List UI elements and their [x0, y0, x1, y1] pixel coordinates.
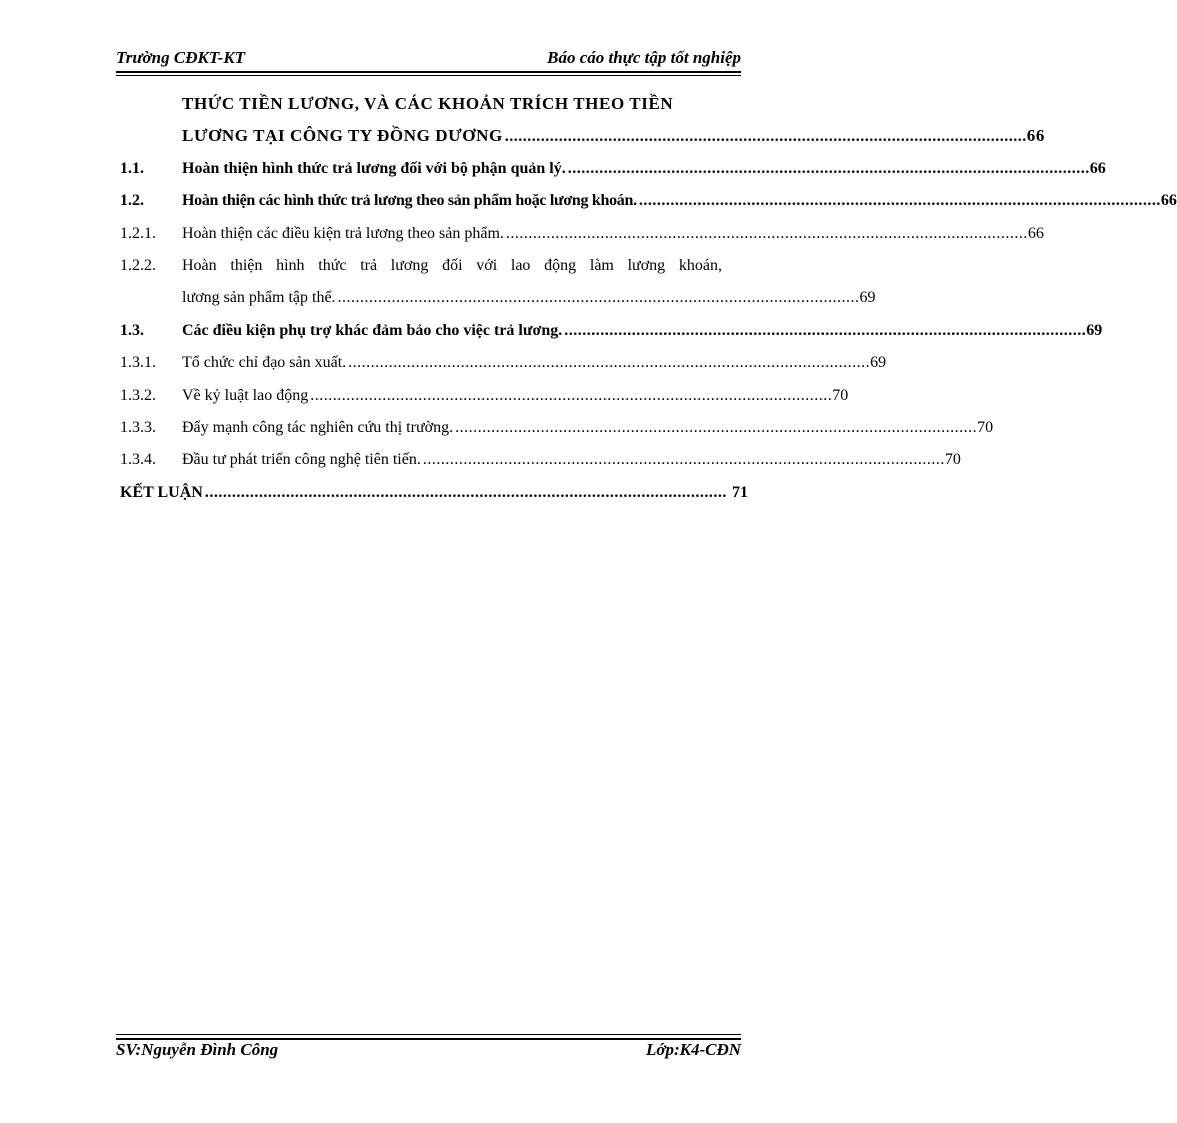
toc-entry-number: 1.3. — [120, 321, 144, 339]
toc-entry-number: 1.2.2. — [120, 256, 156, 274]
header-rule-thin — [116, 75, 741, 76]
footer-student: SV:Nguyễn Đình Công — [116, 1040, 279, 1059]
toc-entry-number: 1.3.1. — [120, 354, 156, 372]
toc-entry-number: 1.3.4. — [120, 451, 156, 469]
toc-entry — [120, 444, 961, 476]
dot-leader: .................................................................................................................... — [638, 192, 1161, 210]
toc-page-number: 66 — [1160, 192, 1177, 210]
toc-entry-text: Về kỷ luật lao động — [182, 386, 309, 404]
dot-leader: .................................................................................................................... — [337, 289, 860, 307]
dot-leader: .................................................................................................................... — [505, 224, 1028, 242]
toc-entry-text: Tổ chức chỉ đạo sản xuất. — [182, 354, 347, 372]
dot-leader: .................................................................................................................... — [564, 321, 1087, 339]
header-report-title: Báo cáo thực tập tốt nghiệp — [547, 48, 741, 67]
toc-entry — [120, 250, 748, 282]
dot-leader: .................................................................................................................... — [310, 386, 833, 404]
page-footer — [116, 1040, 741, 1064]
toc-entry — [120, 315, 1103, 347]
toc-entry — [120, 347, 887, 379]
dot-leader: .................................................................................................................... — [204, 483, 727, 501]
toc-page-number: 70 — [944, 451, 961, 469]
toc-entry — [120, 218, 1044, 250]
toc-title-text-2: LƯƠNG TẠI CÔNG TY ĐỒNG DƯƠNG — [182, 126, 503, 146]
header-rule — [116, 71, 741, 73]
toc-entry-text: Các điều kiện phụ trợ khác đảm bảo cho việc trả lương. — [182, 321, 563, 339]
dot-leader: .................................................................................................................... — [504, 128, 1027, 146]
dot-leader: .................................................................................................................... — [422, 451, 945, 469]
toc-title-line-2 — [120, 120, 1045, 152]
toc-entry-text: Hoàn thiện các hình thức trả lương theo sản phẩm hoặc lương khoán. — [182, 192, 637, 210]
toc-page-number: 69 — [1086, 321, 1103, 339]
toc-page-number: 71 — [732, 483, 748, 501]
toc-page-number: 70 — [832, 386, 849, 404]
dot-leader: .................................................................................................................... — [455, 418, 978, 436]
toc-entry-number: 1.2. — [120, 192, 144, 210]
toc-entry-continuation — [120, 282, 876, 314]
toc-page-number: 66 — [1089, 159, 1106, 177]
toc-entry-conclusion — [120, 477, 748, 509]
toc-entry-number: 1.1. — [120, 159, 144, 177]
toc-entry-text-continued: lương sản phẩm tập thể. — [182, 289, 336, 307]
toc-entry — [120, 380, 849, 412]
toc-entry-number: 1.2.1. — [120, 224, 156, 242]
toc-entry-text: KẾT LUẬN — [120, 483, 203, 501]
footer-rule-thin — [116, 1034, 741, 1035]
toc-entry — [120, 153, 1106, 185]
toc-entry-text: Hoàn thiện hình thức trả lương đối với lao động làm lương khoán, — [182, 256, 722, 274]
dot-leader: .................................................................................................................... — [348, 354, 871, 372]
toc-entry-text: Hoàn thiện hình thức trả lương đối với bộ phận quản lý. — [182, 159, 566, 177]
toc-entry-text: Đầu tư phát triển công nghệ tiên tiến. — [182, 451, 421, 469]
toc-entry-text: Đẩy mạnh công tác nghiên cứu thị trường. — [182, 418, 454, 436]
toc-entry-number: 1.3.2. — [120, 386, 156, 404]
toc-page-number: 66 — [1027, 224, 1044, 242]
toc-page-number: 66 — [1026, 126, 1045, 146]
toc-entry — [120, 412, 994, 444]
table-of-contents — [120, 88, 1177, 509]
toc-title-text-1: THỨC TIỀN LƯƠNG, VÀ CÁC KHOẢN TRÍCH THEO TIỀN — [182, 94, 674, 113]
toc-entry-text: Hoàn thiện các điều kiện trả lương theo sản phẩm. — [182, 224, 504, 242]
toc-entry — [120, 185, 1177, 217]
toc-entry-number: 1.3.3. — [120, 418, 156, 436]
footer-class: Lớp:K4-CĐN — [645, 1040, 741, 1059]
toc-page-number: 69 — [859, 289, 876, 307]
header-school: Trường CĐKT-KT — [116, 48, 246, 67]
toc-page-number: 70 — [977, 418, 994, 436]
toc-title-line-1 — [120, 88, 748, 120]
toc-page-number: 69 — [870, 354, 887, 372]
dot-leader: .................................................................................................................... — [567, 159, 1090, 177]
page-header — [116, 48, 741, 72]
